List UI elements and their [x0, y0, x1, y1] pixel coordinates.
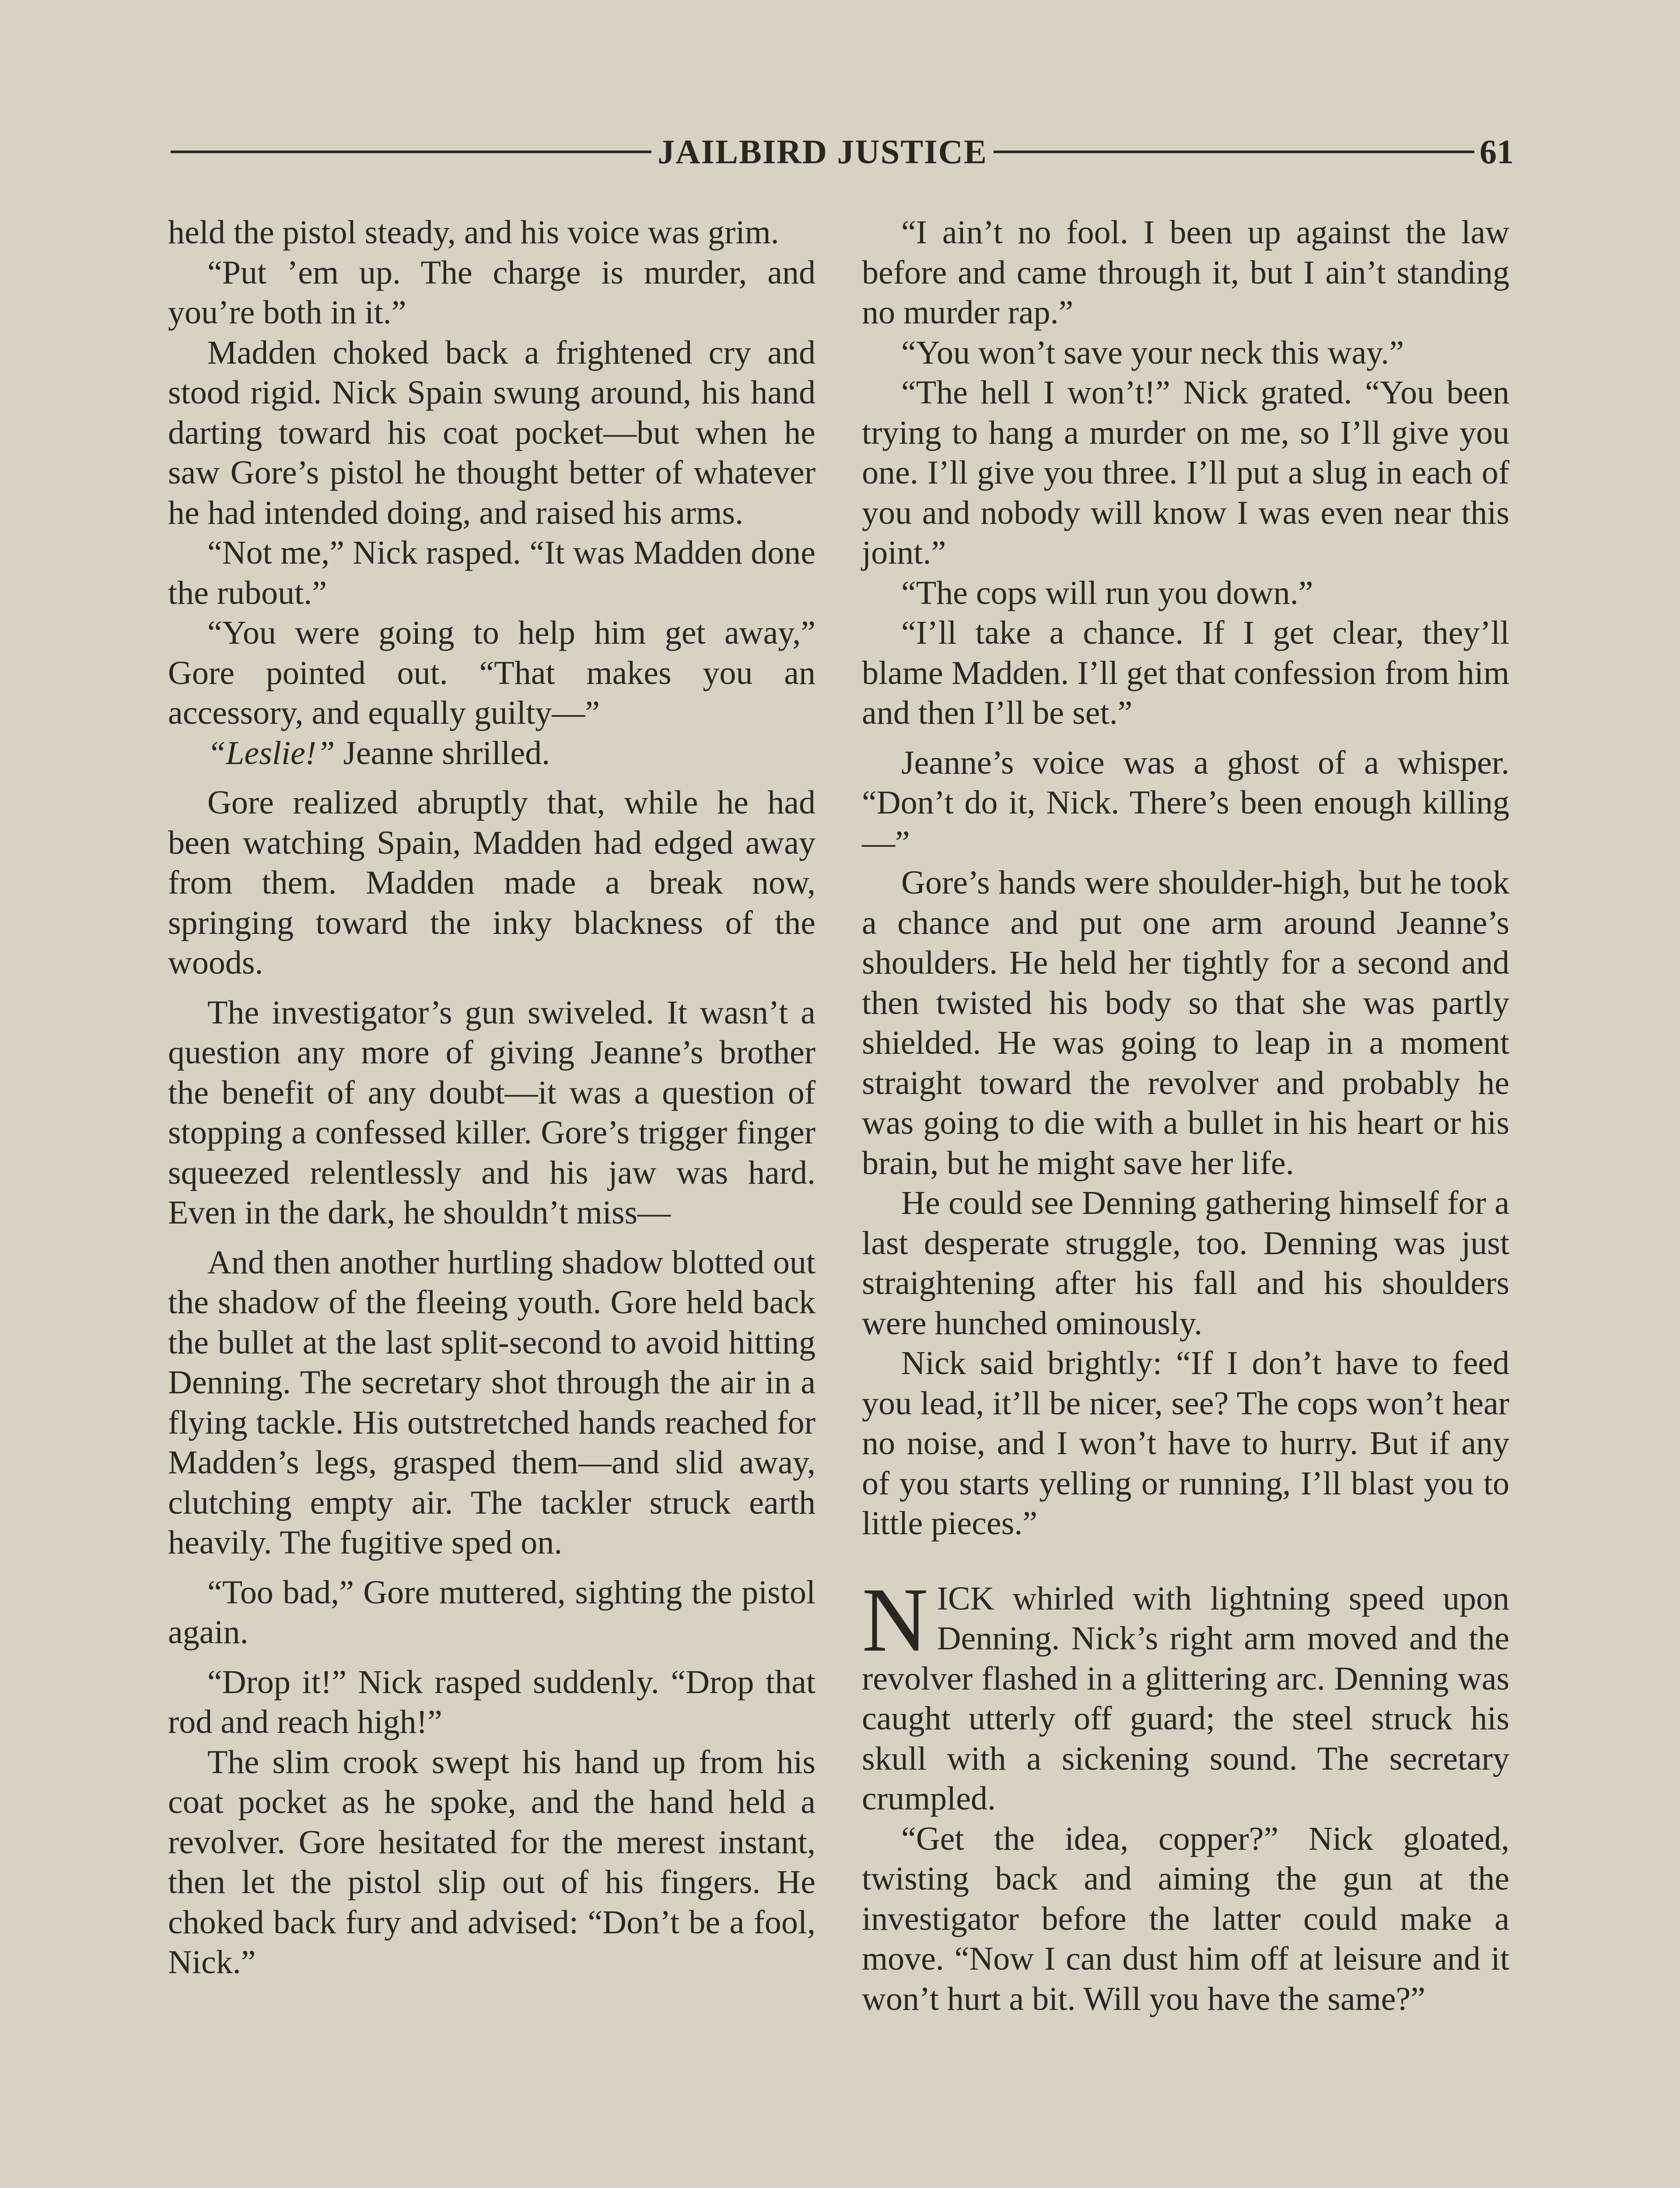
paragraph: “Too bad,” Gore muttered, sighting the pistol again. [168, 1574, 816, 1651]
header-rule-right [994, 151, 1474, 153]
paragraph: Gore realized abruptly that, while he had been watching Spain, Madden had edged away from them. Madden made a break now, springing toward the inky blackness of the woods. [168, 784, 816, 981]
paragraph-text: Jeanne shrilled. [343, 734, 550, 771]
paragraph: Nick said brightly: “If I don’t have to feed you lead, it’ll be nicer, see? The cops won’t hear no noise, and I won’t have to hurry. But if any of you starts yelling or running, I’ll blast you to little pieces.” [862, 1345, 1509, 1542]
left-column [168, 213, 816, 1983]
paragraph: “Not me,” Nick rasped. “It was Madden done the rubout.” [168, 534, 816, 611]
paragraph: “I’ll take a chance. If I get clear, they’ll blame Madden. I’ll get that confession from him and then I’ll be set.” [862, 614, 1509, 731]
paragraph-text: ICK whirled with lightning speed upon Denning. Nick’s right arm moved and the revolver flashed in a glittering arc. Denning was caught utterly off guard; the steel struck his skull with a sickening sound. The secretary crumpled. [862, 1580, 1509, 1817]
paragraph: “I ain’t no fool. I been up against the law before and came through it, but I ain’t standing no murder rap.” [862, 214, 1509, 331]
paragraph: Jeanne’s voice was a ghost of a whisper. “Don’t do it, Nick. There’s been enough killing—” [862, 744, 1509, 861]
paragraph: Gore’s hands were shoulder-high, but he took a chance and put one arm around Jeanne’s shoulders. He held her tightly for a second and then twisted his body so that she was partly shielded. He was going to leap in a moment straight toward the revolver and probably he was going to die with a bullet in his heart or his brain, but he might save her life. [862, 864, 1509, 1182]
paragraph: He could see Denning gathering himself for a last desperate struggle, too. Denning was just straightening after his fall and his shoulders were hunched ominously. [862, 1185, 1509, 1342]
paragraph: “The hell I won’t!” Nick grated. “You been trying to hang a murder on me, so I’ll give you one. I’ll give you three. I’ll put a slug in each of you and nobody will know I was even near this joint.” [862, 374, 1509, 571]
paragraph: The investigator’s gun swiveled. It wasn’t a question any more of giving Jeanne’s brother the benefit of any doubt—it was a question of stopping a confessed killer. Gore’s trigger finger squeezed relentlessly and his jaw was hard. Even in the dark, he shouldn’t miss— [168, 994, 816, 1231]
paragraph: “Drop it!” Nick rasped suddenly. “Drop that rod and reach high!” [168, 1663, 816, 1740]
paragraph: “Get the idea, copper?” Nick gloated, twisting back and aiming the gun at the investigator before the latter could make a move. “Now I can dust him off at leisure and it won’t hurt a bit. Will you have the same?” [862, 1820, 1509, 2017]
right-column [862, 213, 1509, 2019]
paragraph: “You won’t save your neck this way.” [901, 334, 1404, 371]
paragraph: “Put ’em up. The charge is murder, and you’re both in it.” [168, 254, 816, 331]
paragraph: And then another hurtling shadow blotted out the shadow of the fleeing youth. Gore held back the bullet at the last split-second to avoid hitting Denning. The secretary shot through the air in a flying tackle. His outstretched hands reached for Madden’s legs, grasped them—and slid away, clutching empty air. The tackler struck earth heavily. The fugitive sped on. [168, 1244, 816, 1561]
paragraph: The slim crook swept his hand up from his coat pocket as he spoke, and the hand held a revolver. Gore hesitated for the merest instant, then let the pistol slip out of his fingers. He choked back fury and advised: “Don’t be a fool, Nick.” [168, 1743, 816, 1981]
paragraph [168, 733, 816, 774]
paragraph: held the pistol steady, and his voice was grim. [168, 214, 779, 251]
story-title: JAILBIRD JUSTICE [658, 133, 987, 171]
paragraph: “You were going to help him get away,” Gore pointed out. “That makes you an accessory, and equally guilty—” [168, 614, 816, 731]
page-number: 61 [1480, 133, 1514, 171]
dropcap-paragraph [862, 1569, 1509, 1819]
italic-name: “Leslie!” [207, 734, 335, 771]
paragraph: “The cops will run you down.” [901, 574, 1313, 611]
header-rule-left [171, 151, 651, 153]
running-header [171, 128, 1514, 176]
paragraph: Madden choked back a frightened cry and stood rigid. Nick Spain swung around, his hand darting toward his coat pocket—but when he saw Gore’s pistol he thought better of whatever he had intended doing, and raised his arms. [168, 334, 816, 531]
drop-cap-letter: N [862, 1569, 928, 1671]
